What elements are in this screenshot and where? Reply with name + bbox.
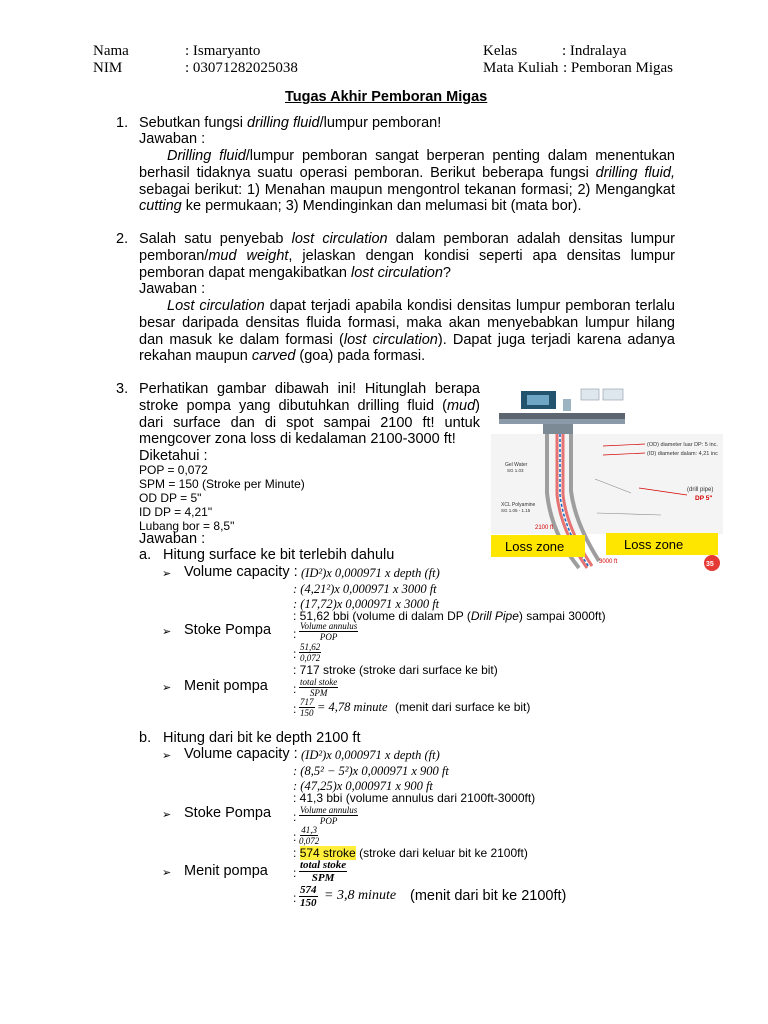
b-volume-step2: : (8,5² − 5²)x 0,000971 x 900 ft [293,764,449,778]
depth-3000-label: 3000 ft [599,559,618,565]
q3-answer-label: Jawaban : [139,531,206,547]
given-pop: POP = 0,072 [139,463,208,477]
a-minute-result: = 4,78 minute [317,700,388,714]
nim-value: : 03071282025038 [185,60,298,76]
a-minute-fraction: total stoke SPM [300,677,338,698]
part-b-title: Hitung dari bit ke depth 2100 ft [163,730,361,746]
dp-size-label: DP 5" [695,495,713,502]
platform-beam [499,419,625,424]
page-badge-number: 35 [706,561,714,568]
name-value: : Ismaryanto [185,43,261,59]
course-value: : Pemboran Migas [563,60,673,76]
b-minute-fraction: total stoke SPM [300,859,347,884]
colon: : [293,627,297,641]
highlighted-stroke-value: 574 stroke [299,846,356,860]
a-volume-step2: : (4,21²)x 0,000971 x 3000 ft [293,582,437,596]
part-a-label: a. [139,547,152,563]
formation-area [491,434,723,534]
course-label: Mata Kuliah [483,60,559,76]
q3-number: 3. [116,381,129,397]
bullet-arrow-icon: ➢ [162,681,172,694]
a-volume-formula: (ID²)x 0,000971 x depth (ft) [301,566,440,580]
a-stroke-fraction: Volume annulus POP [300,621,358,642]
id-label: (ID) diameter dalam: 4,21 inc [647,451,718,457]
q3-given-label: Diketahui : [139,448,208,464]
b-minute-result: = 3,8 minute [324,888,397,903]
q1-answer-label: Jawaban : [139,131,206,147]
gel-water-label: Gel Water [505,462,528,468]
given-hole: Lubang bor = 8,5" [139,519,235,533]
b-volume-step3: : (47,25)x 0,000971 x 900 ft [293,779,433,793]
given-od: OD DP = 5" [139,491,202,505]
a-minute-label: Menit pompa [184,678,268,694]
colon: : [293,647,297,661]
equipment-box [603,389,623,400]
a-minute-note: (menit dari surface ke bit) [395,700,531,714]
wellbore-diagram-svg [491,383,723,573]
gel-water-sg: SG 1.03 [507,468,524,473]
bullet-arrow-icon: ➢ [162,749,172,762]
od-label: (OD) diameter luar DP: 5 inc. [647,442,718,448]
colon: : [293,891,297,905]
colon: : [293,682,297,696]
class-value: : Indralaya [562,43,627,59]
colon: : [293,702,297,716]
separator-unit [563,399,571,411]
polyamine-sg: SG 1.05 - 1.15 [501,508,531,513]
page-title: Tugas Akhir Pemboran Migas [285,89,488,105]
bullet-arrow-icon: ➢ [162,567,172,580]
a-volume-step3: : (17,72)x 0,000971 x 3000 ft [293,597,440,611]
b-volume-result: : 41,3 bbi (volume annulus dari 2100ft-3000ft) [293,791,536,805]
a-stroke-fraction-values: $\frac{51,62}{0,072}$ [300,642,321,663]
q2-question: Salah satu penyebab lost circulation dalam pemboran adalah densitas lumpur pemboran/mud weight, jelaskan dengan kondisi seperti apa densitas lumpur pemboran dapat mengakibatkan lost circulation? [139,231,675,281]
bullet-arrow-icon: ➢ [162,625,172,638]
q1-question: Sebutkan fungsi drilling fluid/lumpur pemboran! [139,115,442,131]
bullet-arrow-icon: ➢ [162,808,172,821]
b-minute-note: (menit dari bit ke 2100ft) [410,888,567,904]
given-spm: SPM = 150 (Stroke per Minute) [139,477,305,491]
q2-answer-label: Jawaban : [139,281,206,297]
class-label: Kelas [483,43,518,59]
a-minute-fraction-values: $\frac{717}{150}$ [300,697,314,718]
q2-answer-text: Lost circulation dapat terjadi apabila kondisi densitas lumpur pemboran terlalu besar daripada densitas fluida formasi, maka akan menyebabkan lumpur hilang dan masuk ke dalam formasi (lost circulation). Dapat juga terjadi karena adanya rekahan maupun carved (goa) pada formasi. [139,298,675,365]
part-b-label: b. [139,730,152,746]
b-stroke-fraction: Volume annulus POP [300,805,358,826]
loss-zone-left-label: Loss zone [505,539,565,554]
q1-answer-text: Drilling fluid/lumpur pemboran sangat berperan penting dalam menentukan berhasil tidaknya suatu operasi pemboran. Berikut beberapa fungsi drilling fluid, sebagai berikut: 1) Menahan maupun mengontrol tekanan formasi; 2) Mengangkat cutting ke permukaan; 3) Mendinginkan dan melumasi bit (mata bor). [139,148,675,215]
equipment-box [581,389,599,400]
a-stroke-label: Stoke Pompa [184,622,272,638]
a-volume-label: Volume capacity : [184,564,298,580]
b-minute-label: Menit pompa [184,863,268,879]
depth-2100-label: 2100 ft [535,525,554,531]
polyamine-label: XCL Polyamine [501,502,536,508]
b-stroke-fraction-values: $\frac{41,3}{0,072}$ [299,825,320,846]
b-stroke-label: Stoke Pompa [184,805,272,821]
rig-equipment-panel [527,395,549,405]
surface-platform [499,413,625,419]
loss-zone-right-label: Loss zone [624,537,684,552]
nim-label: NIM [93,60,123,76]
part-a-title: Hitung surface ke bit terlebih dahulu [163,547,395,563]
name-label: Nama [93,43,129,59]
a-stroke-result: : 717 stroke (stroke dari surface ke bit) [293,663,498,677]
colon: : [293,830,297,844]
colon: : [293,810,297,824]
a-volume-result: : 51,62 bbi (volume di dalam DP (Drill Pipe) sampai 3000ft) [293,609,606,623]
b-stroke-result: : 574 stroke (stroke dari keluar bit ke 2100ft) [293,846,528,860]
given-id: ID DP = 4,21" [139,505,213,519]
wellbore-diagram [491,383,723,573]
bullet-arrow-icon: ➢ [162,866,172,879]
b-volume-formula: (ID²)x 0,000971 x depth (ft) [301,748,440,762]
q3-question: Perhatikan gambar dibawah ini! Hitunglah berapa stroke pompa yang dibutuhkan drilling fluid (mud) dari surface dan di spot sampai 2100 ft! untuk mengcover zona loss di kedalaman 2100-3000 ft! [139,381,480,448]
q2-number: 2. [116,231,129,247]
drill-pipe-label: (drill pipe) [687,487,714,493]
b-volume-label: Volume capacity : [184,746,298,762]
b-minute-fraction-values: $\frac{574}{150}$ [300,884,317,909]
q1-number: 1. [116,115,129,131]
wellhead [543,424,573,434]
colon: : [293,866,297,880]
